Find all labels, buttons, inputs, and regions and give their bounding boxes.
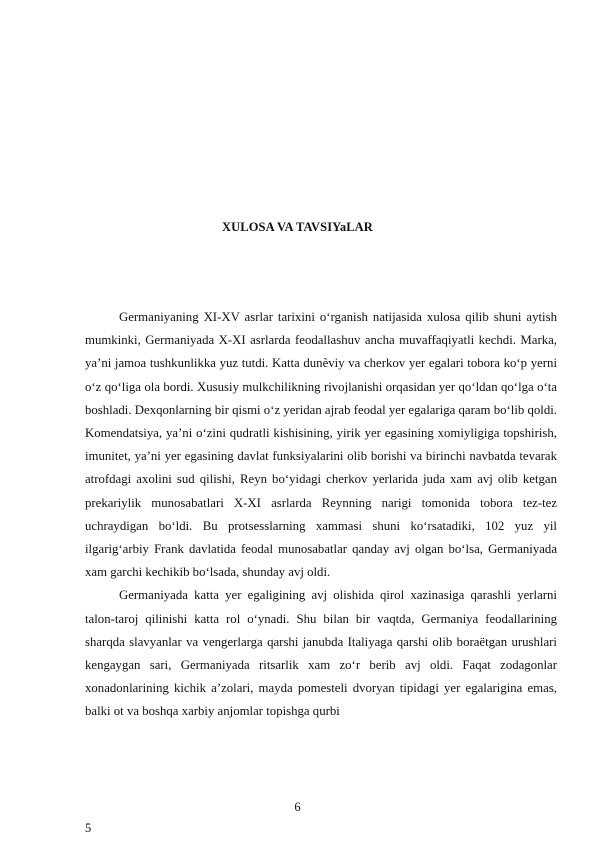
footnote-marker: 5 bbox=[85, 821, 92, 835]
page-number: 6 bbox=[294, 800, 301, 814]
section-title: XULOSA VA TAVSIYaLAR bbox=[222, 220, 373, 234]
paragraph-1: Germaniyaning XI-XV asrlar tarixini o‘rganish natijasida xulosa qilib shuni aytish mumkinki, Germaniyada X-XI asrlarda feodallashuv ancha muvaffaqiyatli kechdi. Marka, ya’ni jamoa tushkunlikka yuz tutdi. Katta dunѐviy va cherkov yer egalari tobora ko‘p yerni o‘z qo‘liga ola bordi. Xususiy mulkchilikning rivojlanishi orqasidan yer qo‘ldan qo‘lga o‘ta boshladi. Dexqonlarning bir qismi o‘z yeridan ajrab feodal yer egalariga qaram bo‘lib qoldi. Komendatsiya, ya’ni o‘zini qudratli kishisining, yirik yer egasining xomiyligiga topshirish, imunitet, ya’ni yer egasining davlat funksiyalarini olib borishi va birinchi navbatda tevarak atrofdagi axolini sud qilishi, Reyn bo‘yidagi cherkov yerlarida juda xam avj olib ketgan prekariylik munosabatlari X-XI asrlarda Reynning narigi tomonida tobora tez-tez uchraydigan bo‘ldi. Bu protsesslarning xammasi shuni ko‘rsatadiki, 102 yuz yil ilgarig‘arbiy Frank davlatida feodal munosabatlar qanday avj olgan bo‘lsa, Germaniyada xam garchi kechikib bo‘lsada, shunday avj oldi. bbox=[85, 310, 557, 580]
body-text bbox=[85, 306, 557, 724]
paragraph-2: Germaniyada katta yer egaligining avj olishida qirol xazinasiga qarashli yerlarni talon-taroj qilinishi katta rol o‘ynadi. Shu bilan bir vaqtda, Germaniya feodallarining sharqda slavyanlar va vengerlarga qarshi janubda Italiyaga qarshi olib boraёtgan urushlari kengaygan sari, Germaniyada ritsarlik xam zo‘r berib avj oldi. Faqat zodagonlar xonadonlarining kichik a’zolari, mayda pomesteli dvoryan tipidagi yer egalarigina emas, balki ot va boshqa xarbiy anjomlar topishga qurbi bbox=[85, 588, 557, 719]
